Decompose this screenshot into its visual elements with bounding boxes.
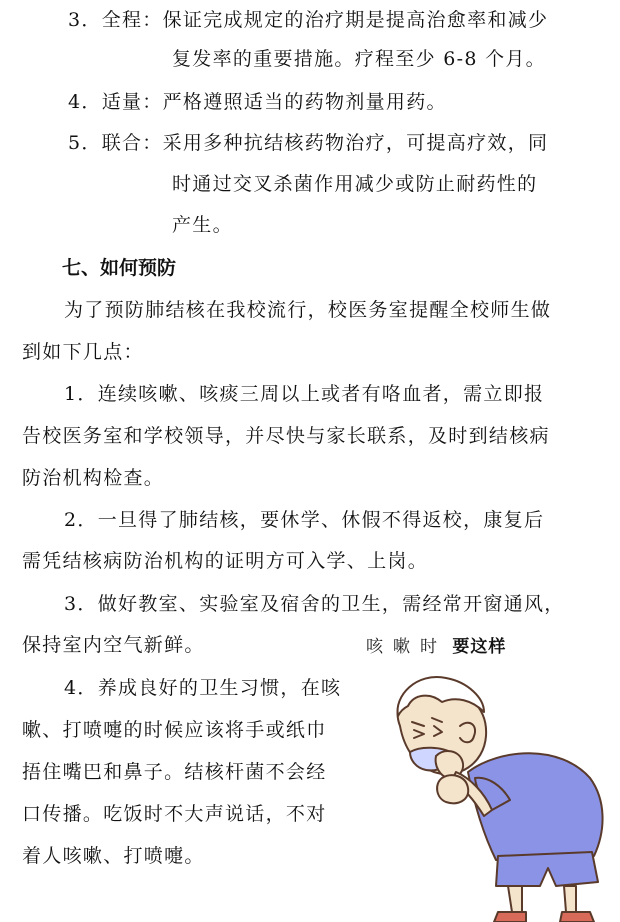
point-2-line1: 2．一旦得了肺结核，要休学、休假不得返校，康复后 bbox=[64, 509, 545, 531]
right-leg bbox=[564, 886, 576, 912]
point-4-line2: 嗽、打喷嚏的时候应该将手或纸巾 bbox=[22, 719, 327, 741]
point-4-line4: 口传播。吃饭时不大声说话，不对 bbox=[22, 803, 327, 825]
point-4-line3: 捂住嘴巴和鼻子。结核杆菌不会经 bbox=[22, 761, 327, 783]
left-shoe bbox=[494, 912, 526, 922]
principle-5-line3: 产生。 bbox=[172, 214, 233, 236]
left-leg bbox=[508, 886, 522, 912]
point-3-line2: 保持室内空气新鲜。 bbox=[22, 634, 205, 656]
point-4-line5: 着人咳嗽、打喷嚏。 bbox=[22, 845, 205, 867]
point-2-line2: 需凭结核病防治机构的证明方可入学、上岗。 bbox=[22, 550, 429, 572]
principle-3-line1: 3．全程：保证完成规定的治疗期是提高治愈率和减少 bbox=[68, 9, 549, 31]
caption-do-this-text: 要这样 bbox=[452, 637, 507, 657]
right-shoe bbox=[560, 912, 594, 922]
caption-cough-text: 咳嗽时 bbox=[366, 637, 447, 657]
fist bbox=[437, 775, 468, 803]
point-1-line3: 防治机构检查。 bbox=[22, 467, 165, 489]
principle-4-line1: 4．适量：严格遵照适当的药物剂量用药。 bbox=[68, 91, 447, 113]
point-1-line2: 告校医务室和学校领导，并尽快与家长联系，及时到结核病 bbox=[22, 425, 550, 447]
coughing-boy-illustration bbox=[380, 660, 620, 922]
principle-5-line1: 5．联合：采用多种抗结核药物治疗，可提高疗效，同 bbox=[68, 132, 549, 154]
section-heading: 七、如何预防 bbox=[62, 257, 177, 279]
principle-3-line2: 复发率的重要措施。疗程至少 6-8 个月。 bbox=[172, 48, 546, 70]
point-1-line1: 1．连续咳嗽、咳痰三周以上或者有咯血者，需立即报 bbox=[64, 383, 545, 405]
point-3-line1: 3．做好教室、实验室及宿舍的卫生，需经常开窗通风， bbox=[64, 593, 565, 615]
principle-5-line2: 时通过交叉杀菌作用减少或防止耐药性的 bbox=[172, 173, 538, 195]
point-4-line1: 4．养成良好的卫生习惯，在咳 bbox=[64, 677, 342, 699]
intro-line1: 为了预防肺结核在我校流行，校医务室提醒全校师生做 bbox=[64, 299, 552, 321]
illustration-caption bbox=[366, 636, 506, 658]
shorts bbox=[496, 852, 598, 886]
ear bbox=[460, 723, 475, 743]
intro-line2: 到如下几点： bbox=[22, 341, 144, 363]
